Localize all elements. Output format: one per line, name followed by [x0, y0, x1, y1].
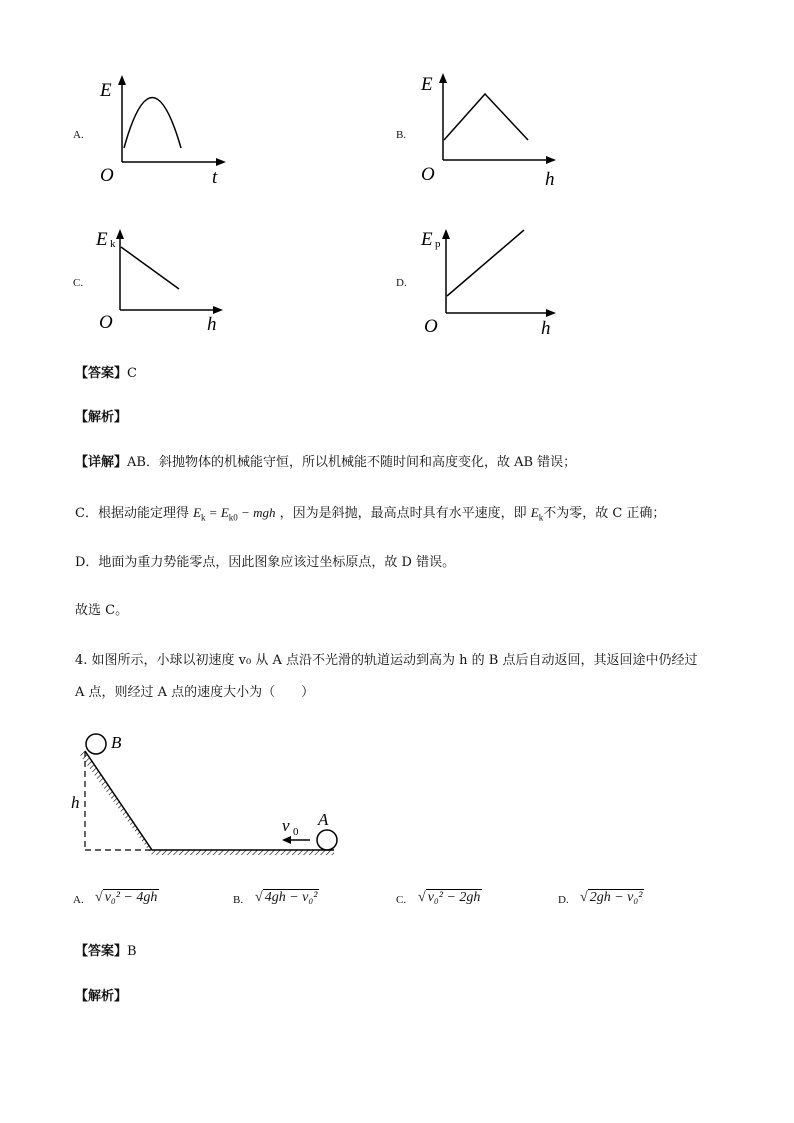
graph-b-x-arrow: [546, 156, 556, 164]
graph-b-line: [444, 94, 528, 140]
graph-a-origin: O: [100, 165, 114, 185]
q3-line2-a: C．根据动能定理得: [75, 506, 189, 521]
q4-answer: [75, 942, 137, 962]
graph-c-y-arrow: [116, 229, 124, 239]
q3-ek-symbol: $E_k$: [530, 505, 544, 523]
q3-detail-line1: [75, 453, 576, 473]
q4-options: [73, 888, 733, 918]
q4-label-a: A: [318, 810, 329, 829]
q4-label-h: h: [71, 793, 80, 812]
graph-d-ysub: p: [435, 238, 441, 250]
graph-b-y-arrow: [439, 73, 447, 83]
q4-option-b-label: B.: [233, 894, 244, 906]
graph-a-x-arrow: [216, 158, 226, 166]
graph-c-line: [121, 247, 179, 289]
graph-c-xlabel: h: [207, 314, 217, 334]
graph-d-ylabel: E: [421, 229, 433, 250]
q4-answer-value: B: [127, 944, 137, 959]
q3-detail-text1: AB．斜抛物体的机械能守恒，所以机械能不随时间和高度变化，故 AB 错误；: [127, 455, 577, 470]
option-d-label: D.: [396, 277, 407, 289]
q4-option-d-expr: √ 2gh − v₀²: [580, 890, 643, 905]
q4-figure: [68, 728, 348, 863]
q4-velocity-arrowhead: [282, 836, 291, 844]
graph-a-ylabel: E: [100, 80, 112, 101]
q3-detail-tag: 【详解】: [75, 455, 128, 470]
q4-floor-hatch: [152, 850, 334, 855]
option-c-label: C.: [73, 277, 84, 289]
q4-ramp-hatch: [80, 751, 152, 855]
option-b-label: B.: [396, 129, 407, 141]
graph-a-curve: [124, 98, 181, 149]
graph-b-ylabel: E: [421, 74, 433, 95]
graph-b-xlabel: h: [545, 169, 555, 190]
q3-line2-c: 不为零，故 C 正确；: [543, 506, 666, 521]
q4-option-c-label: C.: [396, 894, 407, 906]
q3-formula: $E_k = E_{k0}$ − mgh: [193, 505, 276, 523]
q4-analysis-tag: 【解析】: [75, 989, 128, 1004]
q3-detail-line2: [75, 503, 665, 528]
q4-option-c-expr: √ v₀² − 2gh: [418, 890, 481, 905]
q3-analysis-tag: 【解析】: [75, 410, 128, 425]
q4-option-d-label: D.: [558, 894, 569, 906]
q4-label-v-sub: 0: [293, 826, 299, 838]
graph-d-x-arrow: [546, 309, 556, 317]
graph-d-y-arrow: [442, 229, 450, 239]
q3-conclusion: 故选 C。: [75, 603, 129, 618]
q4-ball-a: [317, 830, 337, 850]
q3-line2-b: ，因为是斜抛，最高点时具有水平速度，即: [279, 506, 527, 521]
graph-b-origin: O: [421, 164, 435, 185]
graph-d-xlabel: h: [541, 318, 551, 339]
graph-c-x-arrow: [213, 306, 223, 314]
q4-ball-b: [86, 734, 106, 754]
q4-stem-line1: 4. 如图所示，小球以初速度 v₀ 从 A 点沿不光滑的轨道运动到高为 h 的 B 点后自动返回，其返回途中仍经过: [75, 653, 698, 668]
graph-c: [95, 222, 235, 334]
graph-d: [418, 222, 568, 340]
q3-answer: [75, 364, 137, 384]
option-a-label: A.: [73, 129, 84, 141]
graph-b: [415, 68, 565, 190]
q3-detail-line3: D．地面为重力势能零点，因此图象应该过坐标原点，故 D 错误。: [75, 555, 456, 570]
graph-a-xlabel: t: [212, 167, 218, 185]
q4-option-a-label: A.: [73, 894, 84, 906]
graph-d-line: [447, 230, 524, 296]
q4-option-a-expr: √ v₀² − 4gh: [95, 890, 158, 905]
graph-d-origin: O: [424, 316, 438, 337]
graph-a-y-arrow: [118, 75, 126, 85]
graph-c-ysub: k: [110, 238, 116, 250]
q3-formula-ek: E: [193, 505, 202, 520]
q3-answer-value: C: [127, 366, 137, 381]
graph-a: [95, 70, 235, 185]
q4-label-b: B: [111, 733, 122, 752]
q4-option-b-expr: √ 4gh − v₀²: [255, 890, 318, 905]
q4-label-v: v: [282, 816, 290, 835]
q4-stem-line2: A 点，则经过 A 点的速度大小为（ ）: [75, 685, 315, 700]
q3-answer-tag: 【答案】: [75, 366, 128, 381]
graph-c-origin: O: [99, 312, 113, 333]
q4-answer-tag: 【答案】: [75, 944, 128, 959]
graph-c-ylabel: E: [96, 229, 108, 250]
